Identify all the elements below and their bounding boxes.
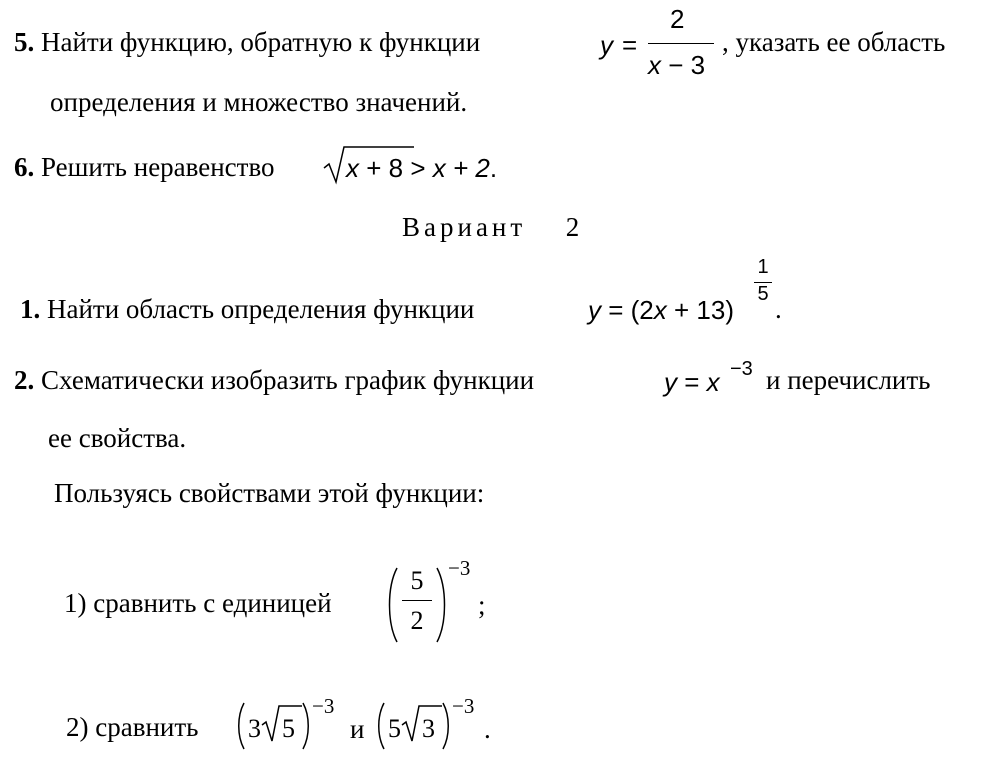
- exponent-b: −3: [452, 694, 475, 718]
- fraction-bar: [648, 43, 714, 44]
- subtask-1-end: ;: [478, 590, 486, 620]
- formula-end: .: [775, 294, 782, 324]
- formula-lhs: y: [664, 367, 677, 397]
- radicand-b: 3: [422, 714, 435, 743]
- problem-text: Найти область определения функции: [47, 294, 475, 324]
- problem-2-tail: и перечислить: [766, 365, 931, 395]
- formula-exponent: −3: [730, 358, 753, 380]
- variant-problem-1: [20, 296, 474, 323]
- radicand-const: 8: [388, 153, 404, 183]
- formula-domain: y = (2x + 13): [588, 295, 734, 325]
- problem-2-continuation: ее свойства.: [48, 423, 187, 453]
- variant-number: 2: [565, 212, 584, 242]
- problem-number: 1.: [20, 294, 41, 324]
- subtask-1-exponent: −3: [448, 556, 471, 580]
- end: .: [489, 153, 498, 183]
- formula-lhs: y: [588, 295, 601, 325]
- formula-inequality: x + 8 > x + 2.: [346, 153, 498, 183]
- fraction-numerator: 5: [410, 566, 424, 595]
- exponent-fraction: [754, 256, 772, 306]
- subtask-1-label: 1) сравнить с единицей: [64, 588, 332, 618]
- formula-power: [664, 367, 720, 398]
- exponent-numerator: 1: [757, 256, 769, 278]
- subtask-1-fraction: [402, 566, 432, 636]
- variant-heading: [402, 212, 583, 243]
- right-paren-icon: [442, 702, 451, 750]
- problem-text: Схематически изобразить график функции: [41, 365, 535, 395]
- variant-label: Вариант: [402, 212, 527, 242]
- fraction-denominator: x − 3: [648, 50, 706, 80]
- problem-5-continuation: определения и множество значений.: [50, 87, 468, 117]
- exponent-denominator: 5: [757, 283, 769, 305]
- left-paren-icon: [386, 567, 398, 643]
- formula-eq: =: [608, 295, 624, 325]
- fraction-denominator: 2: [410, 606, 424, 635]
- radicand-a: 5: [282, 714, 295, 743]
- left-paren-icon: [236, 702, 245, 750]
- connector: и: [350, 714, 365, 744]
- problem-text: Решить неравенство: [41, 152, 275, 182]
- problem-number: 6.: [14, 152, 35, 182]
- coef-a: 3: [248, 714, 261, 743]
- subtask-2-end: .: [484, 714, 491, 744]
- right-paren-icon: [436, 567, 448, 643]
- problem-5: [14, 29, 480, 56]
- subtask-2-label: 2) сравнить: [66, 712, 199, 742]
- fraction-numerator: 2: [670, 4, 685, 34]
- rhs: x + 2: [432, 153, 490, 183]
- problem-5-tail: , указать ее область: [722, 27, 946, 57]
- prompt-text: Пользуясь свойствами этой функции:: [54, 478, 485, 508]
- formula-base: x: [706, 367, 720, 397]
- problem-6: [14, 154, 275, 181]
- left-paren-icon: [376, 702, 385, 750]
- formula-eq: =: [622, 30, 638, 60]
- problem-number: 5.: [14, 27, 35, 57]
- formula-eq: =: [684, 367, 700, 397]
- problem-number: 2.: [14, 365, 35, 395]
- variant-problem-2: [14, 367, 534, 394]
- right-paren-icon: [302, 702, 311, 750]
- formula-lhs: y: [600, 30, 613, 60]
- exponent-a: −3: [312, 694, 335, 718]
- fraction-bar: [402, 600, 432, 601]
- relation: >: [410, 153, 426, 183]
- coef-b: 5: [388, 714, 401, 743]
- problem-text: Найти функцию, обратную к функции: [41, 27, 481, 57]
